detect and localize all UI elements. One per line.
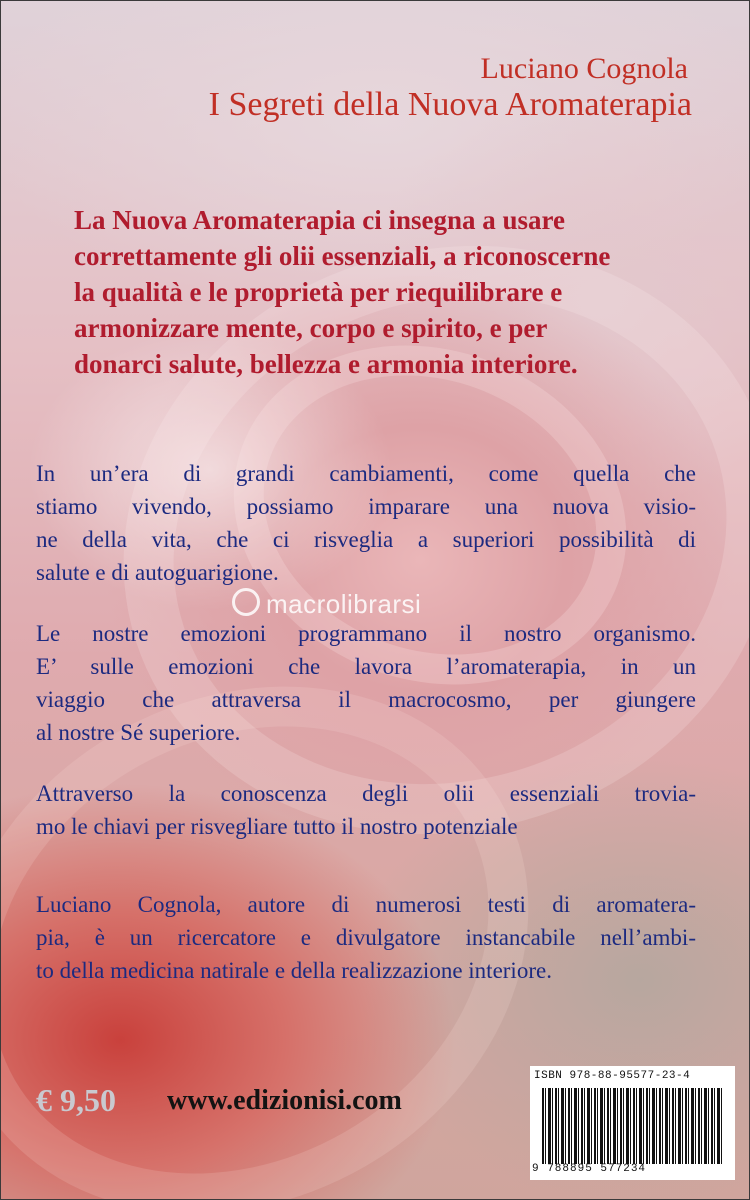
paragraph-line: Luciano Cognola, autore di numerosi testi di aromatera- [36,892,696,917]
watermark [232,588,421,620]
paragraph-line: al nostre Sé superiore. [36,720,241,745]
intro-line: donarci salute, bellezza e armonia interiore. [74,349,578,379]
paragraph-line: pia, è un ricercatore e divulgatore instancabile nell’ambi- [36,925,696,950]
intro-line: correttamente gli olii essenziali, a riconoscerne [74,241,611,271]
author-name: Luciano Cognola [480,52,688,85]
paragraph-line: E’ sulle emozioni che lavora l’aromaterapia, in un [36,654,696,679]
paragraph-line: mo le chiavi per risvegliare tutto il nostro potenziale [36,814,518,839]
isbn-barcode-box [530,1066,735,1180]
paragraph-line: Attraverso la conoscenza degli olii essenziali troviа- [36,781,696,806]
isbn-label: ISBN 978-88-95577-23-4 [534,1070,691,1082]
author-bio [36,888,696,987]
paragraph-line: to della medicina natirale e della realizzazione interiore. [36,958,552,983]
paragraph-2 [36,617,696,749]
paragraph-line: In un’era di grandi cambiamenti, come quella che [36,461,696,486]
paragraph-line: Le nostre emozioni programmano il nostro organismo. [36,621,696,646]
paragraph-line: stiamo vivendo, possiamo imparare una nuova visio- [36,494,696,519]
paragraph-3 [36,777,696,843]
paragraph-line: salute e di autoguarigione. [36,560,279,585]
intro-line: La Nuova Aromaterapia ci insegna a usare [74,205,566,235]
paragraph-line: viaggio che attraversa il macrocosmo, per giungere [36,687,696,712]
barcode-icon [542,1088,724,1164]
price-label: € 9,50 [36,1082,116,1118]
book-title: I Segreti della Nuova Aromaterapia [208,86,692,123]
paragraph-1 [36,457,696,589]
publisher-website: www.edizionisi.com [167,1085,402,1116]
intro-text [74,202,694,382]
intro-line: la qualità e le proprietà per riequilibrare e [74,277,563,307]
watermark-text: macrolibrarsi [266,589,422,619]
paragraph-line: ne della vita, che ci risveglia a superiori possibilità di [36,527,696,552]
intro-line: armonizzare mente, corpo e spirito, e per [74,313,548,343]
barcode-number: 9 788895 577234 [532,1163,647,1175]
leaf-icon [232,588,260,616]
